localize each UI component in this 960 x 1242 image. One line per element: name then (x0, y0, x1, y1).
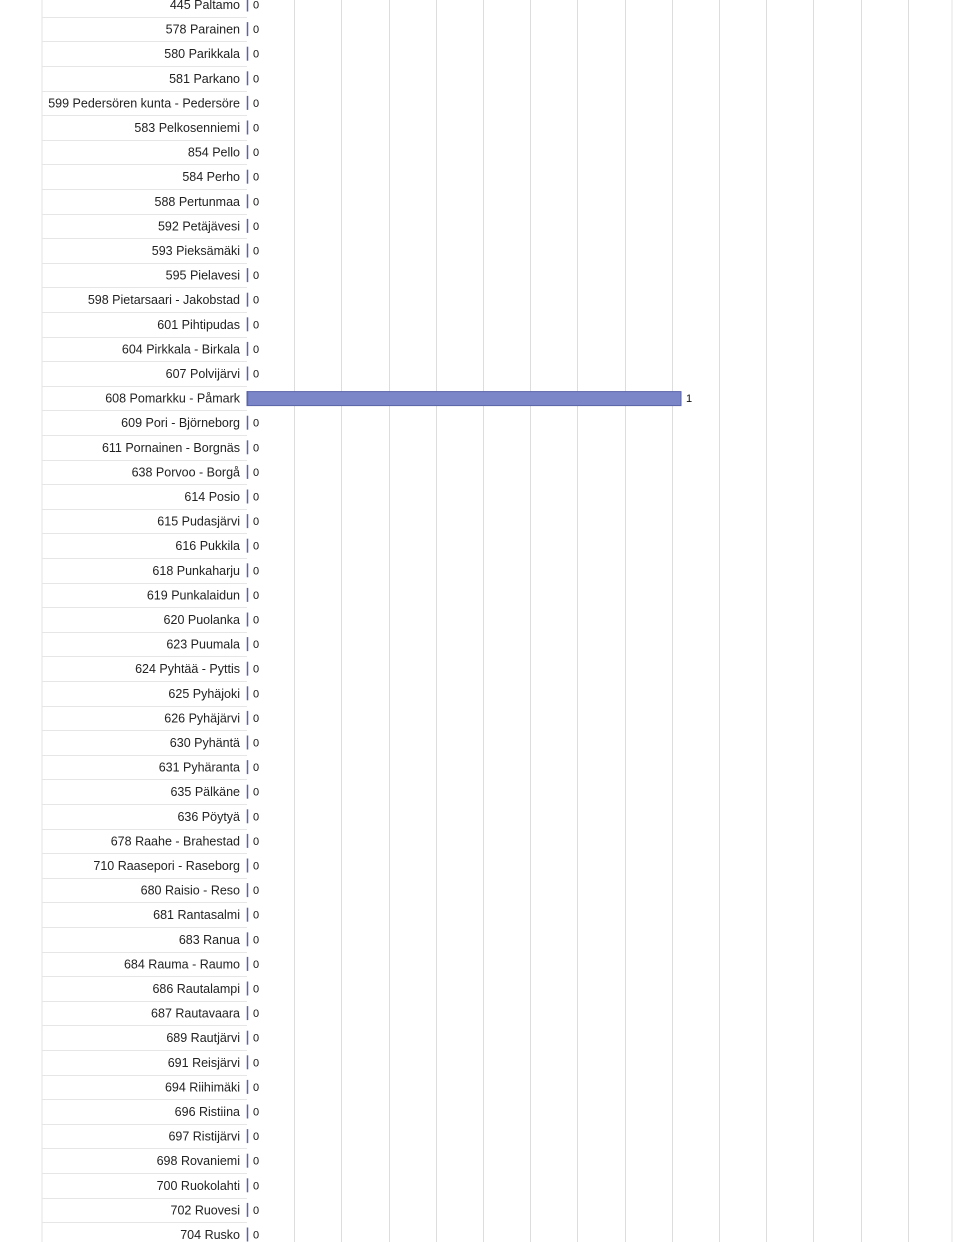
value-label: 0 (253, 48, 260, 61)
value-label: 0 (253, 737, 260, 750)
value-label: 0 (253, 0, 260, 12)
category-label: 697 Ristijärvi (168, 1129, 240, 1144)
value-label: 0 (253, 1131, 260, 1144)
value-label: 0 (253, 1204, 260, 1217)
category-label: 601 Pihtipudas (157, 317, 240, 332)
category-label: 607 Polvijärvi (165, 367, 240, 381)
category-label: 608 Pomarkku - Påmark (105, 391, 240, 406)
value-label: 0 (253, 466, 260, 479)
category-label: 694 Riihimäki (164, 1080, 240, 1095)
category-label: 604 Pirkkala - Birkala (121, 342, 240, 357)
value-label: 0 (253, 1229, 260, 1242)
category-label: 698 Rovaniemi (156, 1154, 240, 1169)
category-label: 635 Pälkäne (170, 785, 240, 800)
category-label: 630 Pyhäntä (169, 736, 240, 750)
value-label: 0 (253, 343, 260, 356)
value-label: 0 (253, 1155, 260, 1168)
category-label: 595 Pielavesi (165, 268, 240, 283)
category-label: 854 Pello (187, 145, 240, 160)
value-label: 0 (253, 860, 260, 873)
category-label: 611 Pornainen - Borgnäs (101, 440, 240, 455)
value-label: 0 (253, 639, 260, 652)
value-label: 0 (253, 934, 260, 947)
value-label: 0 (253, 245, 260, 258)
value-label: 1 (686, 393, 693, 406)
category-label: 598 Pietarsaari - Jakobstad (87, 293, 240, 308)
category-label: 680 Raisio - Reso (140, 883, 240, 898)
category-label: 704 Rusko (180, 1228, 240, 1242)
category-label: 625 Pyhäjoki (168, 686, 240, 701)
category-label: 583 Pelkosenniemi (134, 121, 240, 135)
value-label: 0 (253, 688, 260, 701)
category-label: 445 Paltamo (169, 0, 240, 12)
value-label: 0 (253, 565, 260, 578)
value-label: 0 (253, 614, 260, 627)
value-label: 0 (253, 97, 260, 110)
value-label: 0 (253, 196, 260, 209)
value-label: 0 (253, 220, 260, 233)
category-label: 614 Posio (184, 490, 240, 504)
value-label: 0 (253, 270, 260, 283)
category-label: 636 Pöytyä (177, 809, 240, 824)
value-label: 0 (253, 171, 260, 184)
category-label: 700 Ruokolahti (156, 1178, 240, 1193)
category-label: 684 Rauma - Raumo (123, 957, 240, 972)
value-label: 0 (253, 1057, 260, 1070)
value-label: 0 (253, 909, 260, 922)
category-label: 581 Parkano (169, 71, 240, 86)
value-label: 0 (253, 663, 260, 676)
value-label: 0 (253, 589, 260, 602)
category-label: 620 Puolanka (163, 613, 240, 627)
value-label: 0 (253, 762, 260, 775)
value-label: 0 (253, 491, 260, 504)
category-label: 683 Ranua (178, 932, 240, 947)
value-label: 0 (253, 442, 260, 455)
value-label: 0 (253, 417, 260, 430)
category-label: 686 Rautalampi (152, 982, 240, 996)
category-label: 616 Pukkila (175, 539, 240, 554)
category-label: 678 Raahe - Brahestad (110, 834, 240, 849)
value-label: 0 (253, 885, 260, 898)
category-label: 619 Punkalaidun (146, 588, 240, 603)
value-label: 0 (253, 147, 260, 160)
bar (247, 392, 681, 406)
value-label: 0 (253, 811, 260, 824)
category-label: 702 Ruovesi (170, 1203, 240, 1218)
category-label: 580 Parikkala (164, 47, 240, 62)
value-label: 0 (253, 122, 260, 135)
category-label: 592 Petäjävesi (157, 219, 240, 234)
value-label: 0 (253, 319, 260, 332)
category-label: 593 Pieksämäki (151, 244, 240, 258)
category-label: 681 Rantasalmi (153, 908, 240, 923)
category-label: 710 Raasepori - Raseborg (93, 859, 240, 873)
value-label: 0 (253, 1180, 260, 1193)
value-label: 0 (253, 24, 260, 37)
category-label: 584 Perho (182, 170, 240, 185)
category-label: 578 Parainen (165, 22, 240, 37)
category-label: 626 Pyhäjärvi (164, 711, 240, 726)
value-label: 0 (253, 1032, 260, 1045)
value-label: 0 (253, 368, 260, 381)
value-label: 0 (253, 983, 260, 996)
category-label: 618 Punkaharju (152, 563, 240, 578)
category-label: 588 Pertunmaa (154, 194, 240, 209)
category-label: 609 Pori - Björneborg (121, 416, 240, 431)
category-label: 696 Ristiina (174, 1105, 240, 1119)
category-label: 631 Pyhäranta (158, 760, 240, 775)
value-label: 0 (253, 712, 260, 725)
category-rows (42, 0, 247, 1242)
value-label: 0 (253, 835, 260, 848)
value-label: 0 (253, 1106, 260, 1119)
value-label: 0 (253, 1008, 260, 1021)
value-label: 0 (253, 540, 260, 553)
value-label: 0 (253, 786, 260, 799)
value-label: 0 (253, 516, 260, 529)
category-label: 623 Puumala (166, 637, 240, 652)
category-label: 599 Pedersören kunta - Pedersöre (48, 96, 240, 111)
category-label: 691 Reisjärvi (167, 1055, 240, 1070)
category-label: 615 Pudasjärvi (157, 514, 240, 529)
category-label: 638 Porvoo - Borgå (131, 465, 240, 480)
value-label: 0 (253, 958, 260, 971)
value-label: 0 (253, 73, 260, 86)
category-label: 687 Rautavaara (151, 1006, 240, 1021)
value-label: 0 (253, 294, 260, 307)
category-label: 689 Rautjärvi (166, 1031, 240, 1046)
category-label: 624 Pyhtää - Pyttis (135, 662, 240, 677)
value-label: 0 (253, 1081, 260, 1094)
